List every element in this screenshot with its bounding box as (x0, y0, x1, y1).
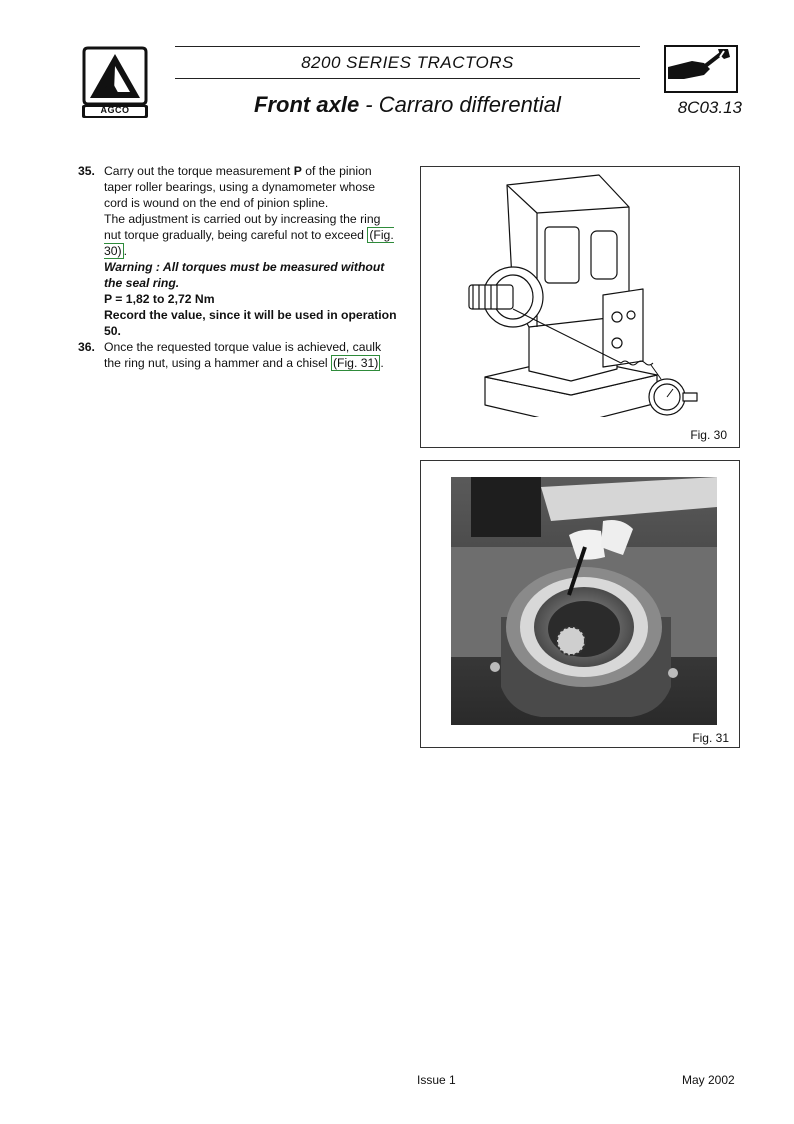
page-title-rest: - Carraro differential (359, 92, 561, 117)
page-code: 8C03.13 (677, 98, 742, 117)
figure-30 (420, 166, 740, 448)
step-35-warning: Warning : All torques must be measured without the seal ring. (104, 260, 385, 290)
differential-torque-drawing (421, 167, 739, 417)
ring-nut-caulking-photo (451, 477, 717, 725)
footer-date: May 2002 (682, 1073, 735, 1087)
wrench-hand-icon (664, 45, 738, 93)
figure-31-caption: Fig. 31 (692, 731, 729, 745)
step-35-torque-value: P = 1,82 to 2,72 Nm (104, 292, 215, 306)
step-35-adjust-text: The adjustment is carried out by increasing the ring nut torque gradually, being careful not to exceed (Fig. 30) . (104, 212, 394, 258)
page-title-bold: Front axle (254, 92, 360, 117)
instruction-steps (78, 163, 400, 371)
step-35-record-note: Record the value, since it will be used in operation 50. (104, 308, 397, 338)
figure-30-caption: Fig. 30 (690, 428, 727, 442)
header-mid-rule (175, 78, 640, 79)
figure-31 (420, 460, 740, 748)
footer-issue: Issue 1 (417, 1073, 456, 1087)
step-number: 36. (78, 340, 95, 354)
fig-30-link[interactable]: (Fig. 30) (104, 228, 394, 258)
series-title: 8200 SERIES TRACTORS (301, 53, 514, 72)
step-36-text: Once the requested torque value is achieved, caulk the ring nut, using a hammer and a chisel (Fig. 31) . (104, 340, 384, 370)
fig-31-link[interactable]: (Fig. 31) (332, 356, 379, 370)
step-35-measure-text: Carry out the torque measurement P of the pinion taper roller bearings, using a dynamometer whose cord is wound on the end of pinion spline. (104, 164, 375, 210)
step-35 (78, 163, 400, 339)
header-top-rule (175, 46, 640, 47)
agco-logo-label: AGCO (100, 105, 130, 115)
page-title (175, 92, 640, 118)
step-number: 35. (78, 164, 95, 178)
step-36 (78, 339, 400, 371)
